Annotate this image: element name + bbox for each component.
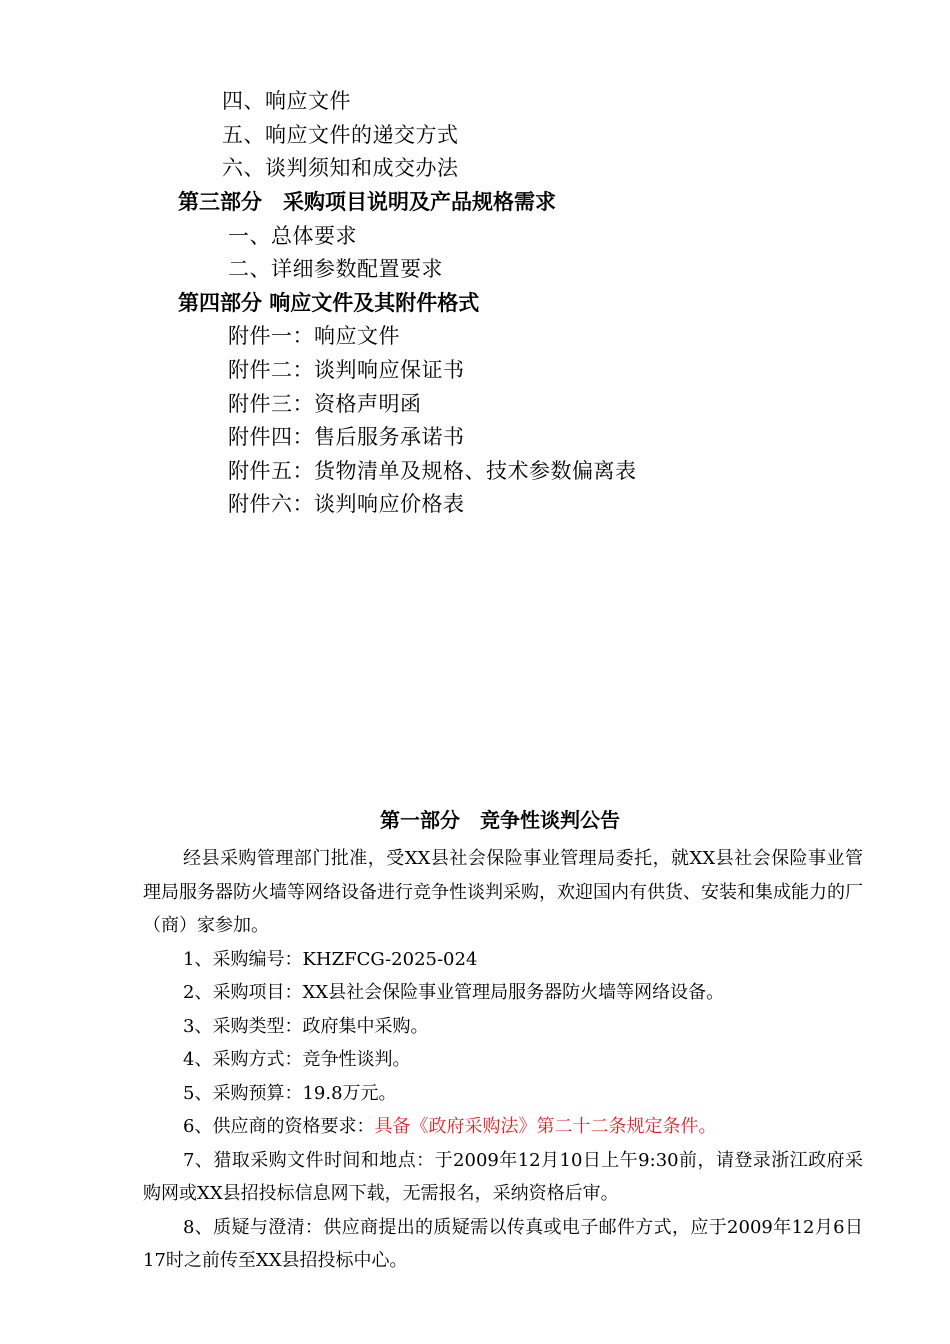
section-title: 第一部分 竞争性谈判公告 — [380, 808, 620, 832]
toc-attachment-4: 附件四：售后服务承诺书 — [228, 425, 465, 449]
item-questions-clarification: 8、质疑与澄清：供应商提出的质疑需以传真或电子邮件方式，应于2009年12月6日17时之前传至XX县招投标中心。 — [143, 1216, 863, 1271]
item-procurement-type: 3、采购类型：政府集中采购。 — [183, 1015, 429, 1037]
toc-part-three: 第三部分 采购项目说明及产品规格需求 — [178, 189, 556, 214]
item-procurement-project: 2、采购项目：XX县社会保险事业管理局服务器防火墙等网络设备。 — [183, 982, 725, 1003]
intro-paragraph: 经县采购管理部门批准，受XX县社会保险事业管理局委托，就XX县社会保险事业管理局服务器防火墙等网络设备进行竞争性谈判采购，欢迎国内有供货、安装和集成能力的厂（商）家参加。 — [143, 848, 863, 936]
item-procurement-method: 4、采购方式：竞争性谈判。 — [183, 1049, 411, 1070]
item-procurement-budget: 5、采购预算：19.8万元。 — [183, 1082, 397, 1104]
item-supplier-qualification-label: 6、供应商的资格要求： — [183, 1116, 375, 1137]
toc-attachment-5: 附件五：货物清单及规格、技术参数偏离表 — [228, 459, 637, 483]
item-supplier-qualification — [143, 1110, 863, 1144]
item-obtain-documents: 7、猎取采购文件时间和地点：于2009年12月10日上午9:30前，请登录浙江政府采购网或XX县招投标信息网下载，无需报名，采纳资格后审。 — [143, 1149, 863, 1204]
toc-item-response-file: 四、响应文件 — [222, 89, 351, 113]
toc-attachment-6: 附件六：谈判响应价格表 — [228, 492, 465, 516]
toc-attachment-1: 附件一：响应文件 — [228, 324, 400, 348]
toc-item-negotiation-rules: 六、谈判须知和成交办法 — [222, 156, 459, 180]
toc-attachment-2: 附件二：谈判响应保证书 — [228, 358, 465, 382]
item-procurement-number: 1、采购编号：KHZFCG-2025-024 — [183, 948, 478, 970]
item-supplier-qualification-requirement: 具备《政府采购法》第二十二条规定条件。 — [374, 1116, 717, 1137]
toc-item-submission-method: 五、响应文件的递交方式 — [222, 123, 459, 147]
toc-item-detailed-parameters: 二、详细参数配置要求 — [228, 257, 443, 281]
toc-item-general-requirements: 一、总体要求 — [228, 224, 357, 248]
toc-part-four: 第四部分 响应文件及其附件格式 — [178, 290, 480, 315]
toc-attachment-3: 附件三：资格声明函 — [228, 392, 422, 416]
section-body — [143, 842, 863, 1278]
